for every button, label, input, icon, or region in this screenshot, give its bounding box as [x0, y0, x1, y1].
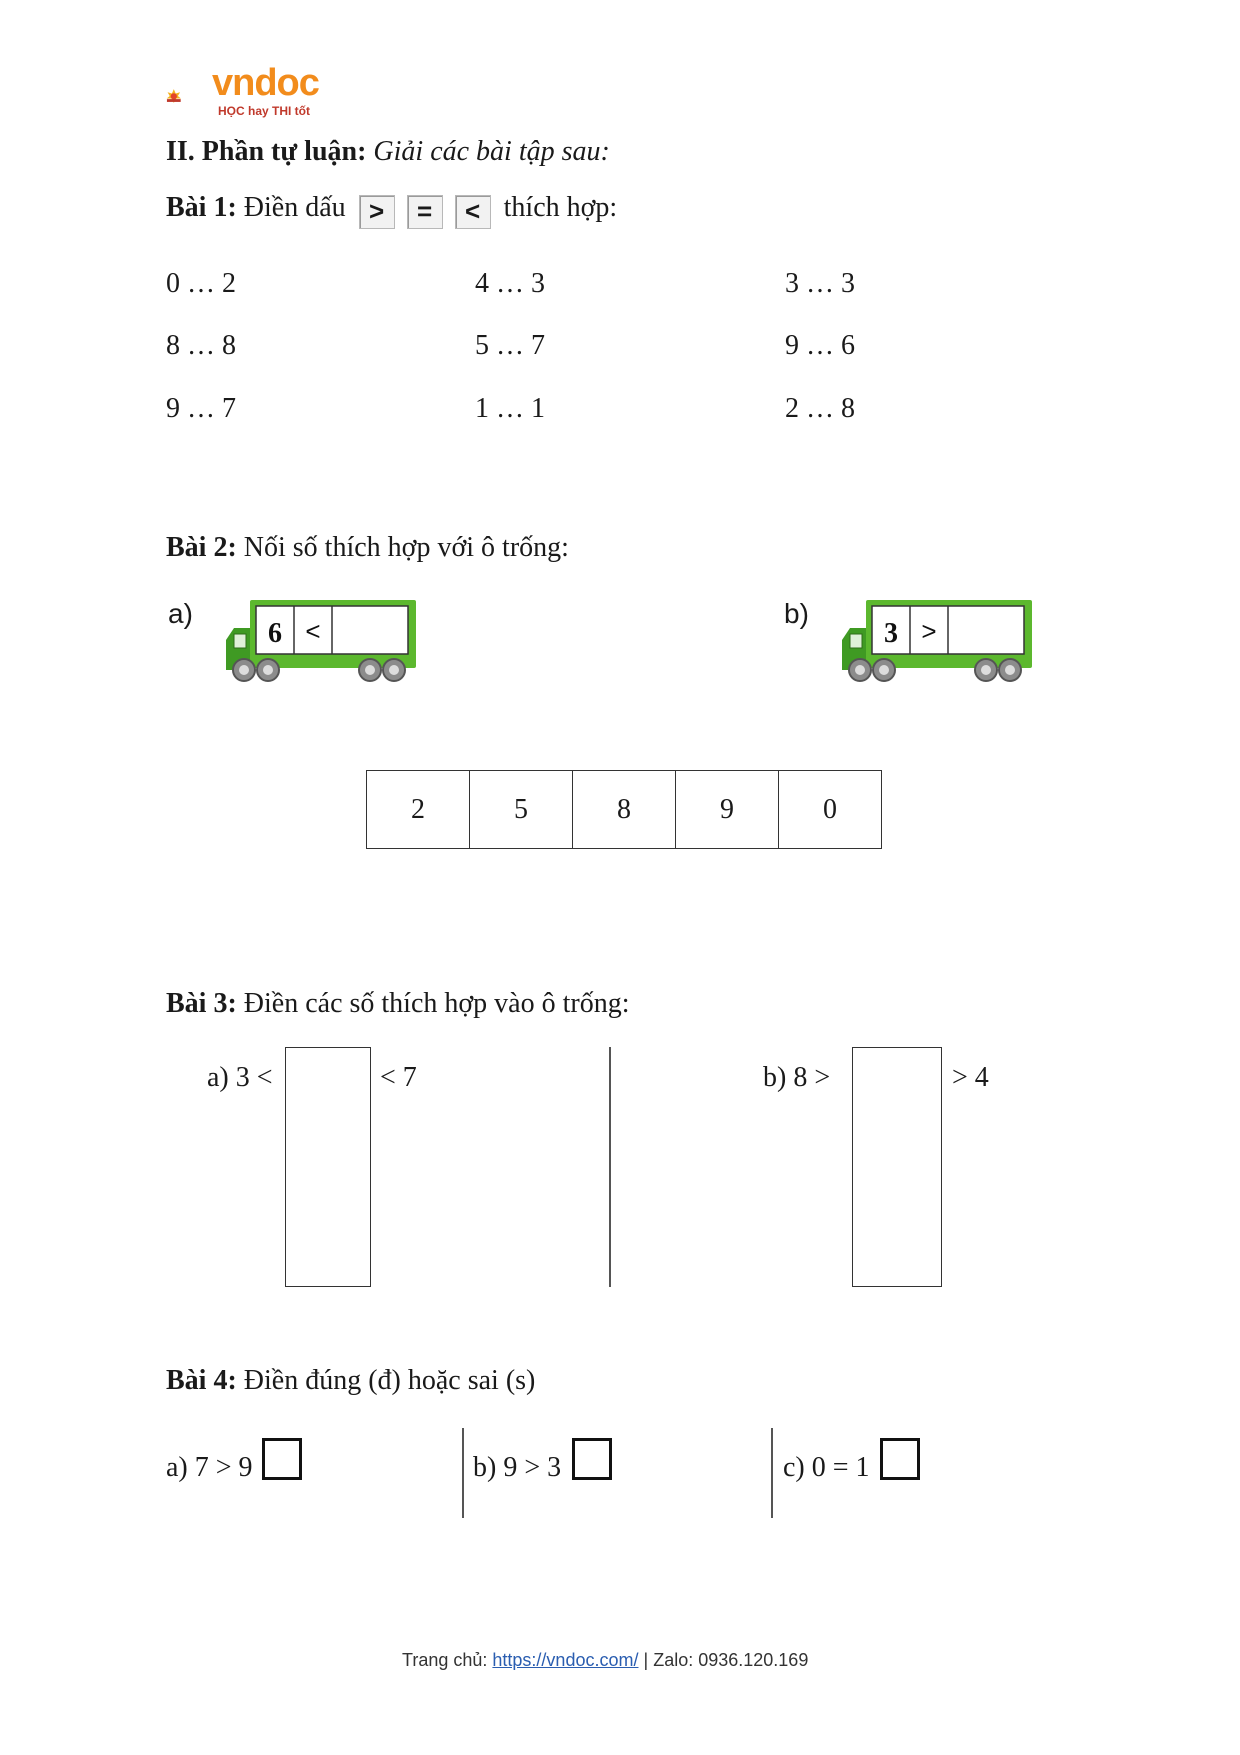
number-cell: 5: [470, 771, 573, 849]
truck-b-label: b): [784, 598, 809, 629]
footer-zalo: Zalo: 0936.120.169: [653, 1650, 809, 1670]
bai4-item-b: b) 9 > 3: [473, 1452, 562, 1483]
page-footer: [402, 1650, 808, 1671]
bai1-label: Bài 1:: [166, 192, 237, 223]
bai2-heading: [166, 532, 569, 564]
divider: [462, 1428, 464, 1518]
section-title: II. Phần tự luận:: [166, 136, 367, 167]
footer-link[interactable]: https://vndoc.com/: [492, 1650, 639, 1670]
bai2-text: Nối số thích hợp với ô trống:: [243, 532, 569, 563]
number-table: [366, 770, 882, 849]
bai3-label: Bài 3:: [166, 988, 237, 1019]
bai4-text: Điền đúng (đ) hoặc sai (s): [243, 1365, 536, 1396]
bai3-b-box-2[interactable]: [852, 1127, 942, 1208]
bai4-item-c: c) 0 = 1: [783, 1452, 870, 1483]
bai4-answer-box-c[interactable]: [880, 1438, 920, 1480]
bai1-item: 3 … 3: [785, 268, 855, 299]
footer-separator: |: [643, 1650, 649, 1670]
section-subtitle: Giải các bài tập sau:: [373, 136, 610, 167]
bai4-label: Bài 4:: [166, 1365, 237, 1396]
truck-b-number: 3: [884, 618, 898, 649]
bai1-text-after: thích hợp:: [503, 192, 618, 223]
bai4-heading: [166, 1365, 535, 1397]
bai4-item-a: a) 7 > 9: [166, 1452, 253, 1483]
bai1-item: 9 … 6: [785, 330, 855, 361]
bai4-answer-box-b[interactable]: [572, 1438, 612, 1480]
less-symbol: <: [455, 195, 491, 229]
divider: [771, 1428, 773, 1518]
bai1-heading: [166, 192, 617, 229]
footer-prefix: Trang chủ:: [402, 1650, 488, 1670]
logo-brand: vndoc: [212, 62, 319, 104]
number-cell: 8: [573, 771, 676, 849]
greater-symbol: >: [359, 195, 395, 229]
bai3-text: Điền các số thích hợp vào ô trống:: [243, 988, 630, 1019]
bai1-item: 9 … 7: [166, 393, 236, 424]
bai1-item: 0 … 2: [166, 268, 236, 299]
truck-a-sign: <: [305, 616, 321, 646]
bai3-a-box-2[interactable]: [285, 1127, 371, 1208]
bai4-answer-box-a[interactable]: [262, 1438, 302, 1480]
bai1-item: 2 … 8: [785, 393, 855, 424]
bai3-b-right: > 4: [952, 1062, 989, 1093]
number-cell: 0: [779, 771, 882, 849]
bai1-item: 4 … 3: [475, 268, 545, 299]
bai3-a-right: < 7: [380, 1062, 417, 1093]
vndoc-logo-icon: [166, 70, 216, 122]
equal-symbol: =: [407, 195, 443, 229]
number-cell: 9: [676, 771, 779, 849]
truck-a-number: 6: [268, 618, 282, 649]
bai3-a-box-3[interactable]: [285, 1207, 371, 1287]
bai3-a-left: a) 3 <: [207, 1062, 273, 1093]
bai1-item: 8 … 8: [166, 330, 236, 361]
bai2-label: Bài 2:: [166, 532, 237, 563]
bai1-item: 1 … 1: [475, 393, 545, 424]
truck-b-icon: [838, 596, 1034, 682]
number-row: [367, 771, 882, 849]
number-cell: 2: [367, 771, 470, 849]
bai3-b-box-3[interactable]: [852, 1207, 942, 1287]
truck-a-label: a): [168, 598, 193, 629]
bai3-b-box-1[interactable]: [852, 1047, 942, 1129]
truck-a-icon: [222, 596, 418, 682]
logo-tagline: HỌC hay THI tốt: [218, 104, 310, 118]
bai3-a-box-1[interactable]: [285, 1047, 371, 1129]
bai3-b-left: b) 8 >: [763, 1062, 831, 1093]
bai1-text-before: Điền dấu: [243, 192, 346, 223]
truck-b-sign: >: [921, 616, 937, 646]
section-heading: [166, 136, 610, 168]
bai1-item: 5 … 7: [475, 330, 545, 361]
bai3-heading: [166, 988, 630, 1020]
divider: [609, 1047, 611, 1287]
